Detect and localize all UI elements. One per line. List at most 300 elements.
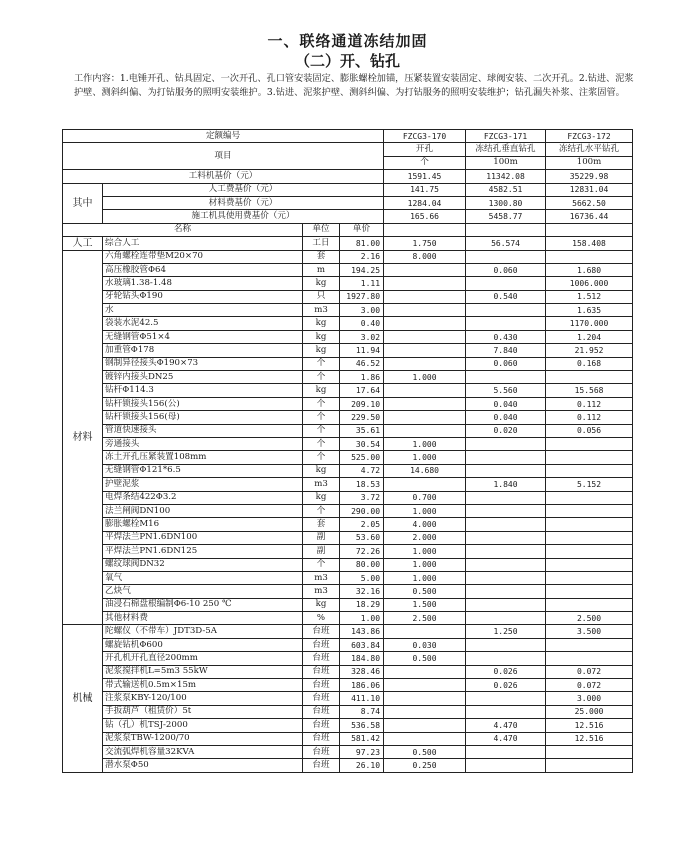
- consumption-value: 2.500: [546, 612, 633, 625]
- resource-unit-price: 3.02: [340, 330, 384, 343]
- resource-unit: 台班: [303, 692, 340, 705]
- consumption-value: 1.512: [546, 290, 633, 303]
- consumption-value: [384, 732, 466, 745]
- material-row: [63, 371, 633, 384]
- resource-name: 注浆泵KBY-120/100: [103, 692, 303, 705]
- resource-name: 油浸石棉盘根编制Φ6-10 250 ℃: [103, 598, 303, 611]
- resource-name: 交流弧焊机容量32KVA: [103, 745, 303, 758]
- among-value: 141.75: [384, 183, 466, 196]
- consumption-value: [466, 612, 546, 625]
- resource-unit-price: 581.42: [340, 732, 384, 745]
- resource-name: 镀锌内接头DN25: [103, 371, 303, 384]
- resource-name: 开孔机开孔直径200mm: [103, 652, 303, 665]
- quota-table: [62, 129, 633, 773]
- consumption-value: 0.026: [466, 679, 546, 692]
- material-row: [63, 612, 633, 625]
- consumption-value: [384, 344, 466, 357]
- resource-name: 钻（孔）机TSJ-2000: [103, 719, 303, 732]
- consumption-value: 2.500: [384, 612, 466, 625]
- among-value: 1284.04: [384, 196, 466, 209]
- resource-unit-price: 53.60: [340, 531, 384, 544]
- machine-category-label: 机械: [63, 625, 103, 772]
- resource-unit-price: 525.00: [340, 451, 384, 464]
- quota-code-label: 定额编号: [63, 130, 384, 143]
- resource-unit: kg: [303, 491, 340, 504]
- resource-name: 螺旋钻机Φ600: [103, 638, 303, 651]
- resource-name: 牙轮钻头Φ190: [103, 290, 303, 303]
- section-subtitle: （二）开、钻孔: [294, 52, 400, 70]
- consumption-value: [384, 692, 466, 705]
- material-row: [63, 317, 633, 330]
- resource-name: 钻杆锁接头156(母): [103, 411, 303, 424]
- resource-unit: 台班: [303, 665, 340, 678]
- consumption-value: 0.540: [466, 290, 546, 303]
- resource-name: 六角螺栓连带垫M20×70: [103, 250, 303, 263]
- resource-unit-price: 290.00: [340, 504, 384, 517]
- resource-unit-price: 328.46: [340, 665, 384, 678]
- material-row: [63, 545, 633, 558]
- material-row: [63, 558, 633, 571]
- consumption-value: [384, 719, 466, 732]
- consumption-value: [546, 371, 633, 384]
- machine-row: [63, 759, 633, 772]
- consumption-value: 14.680: [384, 464, 466, 477]
- resource-name: 水玻璃1.38-1.48: [103, 277, 303, 290]
- work-content-text: 工作内容：1.电锤开孔、钻具固定、一次开孔、孔口管安装固定、膨胀螺栓加锚，压紧装置安装固定、球阀安装、二次开孔。2.钻进、泥浆护壁、测斜纠偏、为打钻服务的照明安装维护。3.钻进、泥浆护壁、测斜纠偏、为打钻服务的照明安装维护；钻孔漏失补浆、注浆固管。: [74, 73, 634, 98]
- resource-name: 综合人工: [103, 237, 303, 250]
- base-price-1: 1591.45: [384, 170, 466, 183]
- consumption-value: [466, 545, 546, 558]
- base-price-row: [63, 170, 633, 183]
- resource-unit-price: 184.80: [340, 652, 384, 665]
- consumption-value: [466, 371, 546, 384]
- base-price-3: 35229.98: [546, 170, 633, 183]
- among-row-label: 人工费基价（元）: [103, 183, 384, 196]
- material-row: [63, 290, 633, 303]
- quota-code-3: FZCG3-172: [546, 130, 633, 143]
- consumption-value: 0.026: [466, 665, 546, 678]
- col-header-unit: 单位: [303, 223, 340, 236]
- resource-unit-price: 1.86: [340, 371, 384, 384]
- machine-row: [63, 679, 633, 692]
- consumption-value: [466, 464, 546, 477]
- material-category-label: 材料: [63, 250, 103, 625]
- item-name-row: [63, 143, 633, 156]
- consumption-value: [466, 745, 546, 758]
- resource-unit: m: [303, 263, 340, 276]
- resource-unit: 套: [303, 250, 340, 263]
- consumption-value: 15.568: [546, 384, 633, 397]
- consumption-value: 1170.000: [546, 317, 633, 330]
- resource-name: 加重管Φ178: [103, 344, 303, 357]
- consumption-value: 158.408: [546, 237, 633, 250]
- consumption-value: 1.250: [466, 625, 546, 638]
- resource-unit: m3: [303, 304, 340, 317]
- resource-unit: 个: [303, 371, 340, 384]
- resource-unit-price: 1.11: [340, 277, 384, 290]
- consumption-value: 0.040: [466, 411, 546, 424]
- consumption-value: 1.000: [384, 558, 466, 571]
- material-row: [63, 531, 633, 544]
- consumption-value: 0.040: [466, 397, 546, 410]
- among-row-label: 材料费基价（元）: [103, 196, 384, 209]
- resource-unit: 台班: [303, 638, 340, 651]
- empty-cell: [466, 223, 546, 236]
- resource-unit: m3: [303, 478, 340, 491]
- consumption-value: [546, 451, 633, 464]
- resource-unit-price: 209.10: [340, 397, 384, 410]
- resource-unit-price: 536.58: [340, 719, 384, 732]
- material-row: [63, 344, 633, 357]
- material-row: [63, 304, 633, 317]
- among-row-material: [63, 196, 633, 209]
- resource-unit: 个: [303, 411, 340, 424]
- resource-unit: kg: [303, 317, 340, 330]
- material-row: [63, 437, 633, 450]
- machine-row: [63, 732, 633, 745]
- resource-unit: 副: [303, 531, 340, 544]
- consumption-value: 1.500: [384, 598, 466, 611]
- consumption-value: 25.000: [546, 705, 633, 718]
- material-row: [63, 518, 633, 531]
- resource-unit: kg: [303, 277, 340, 290]
- resource-unit: 工日: [303, 237, 340, 250]
- consumption-value: 1.000: [384, 545, 466, 558]
- consumption-value: [466, 692, 546, 705]
- item-unit-3: 100m: [546, 156, 633, 169]
- resource-unit-price: 80.00: [340, 558, 384, 571]
- consumption-value: 0.060: [466, 357, 546, 370]
- empty-cell: [384, 223, 466, 236]
- consumption-value: 1.000: [384, 371, 466, 384]
- resource-unit: 个: [303, 424, 340, 437]
- consumption-value: [384, 317, 466, 330]
- consumption-value: [546, 598, 633, 611]
- consumption-value: [384, 263, 466, 276]
- among-row-label: 施工机具使用费基价（元）: [103, 210, 384, 223]
- resource-unit: 个: [303, 397, 340, 410]
- consumption-value: [384, 411, 466, 424]
- consumption-value: [384, 705, 466, 718]
- consumption-value: [546, 571, 633, 584]
- consumption-value: [466, 652, 546, 665]
- among-value: 12831.04: [546, 183, 633, 196]
- resource-unit-price: 26.10: [340, 759, 384, 772]
- resource-unit: kg: [303, 598, 340, 611]
- resource-unit: 台班: [303, 732, 340, 745]
- machine-row: [63, 745, 633, 758]
- col-header-price: 单价: [340, 223, 384, 236]
- resource-unit: 个: [303, 504, 340, 517]
- consumption-value: 3.500: [546, 625, 633, 638]
- consumption-value: 12.516: [546, 732, 633, 745]
- consumption-value: 0.030: [384, 638, 466, 651]
- resource-unit: 台班: [303, 759, 340, 772]
- resource-unit-price: 35.61: [340, 424, 384, 437]
- consumption-value: [466, 317, 546, 330]
- resource-name: 护壁泥浆: [103, 478, 303, 491]
- consumption-value: 1.000: [384, 571, 466, 584]
- material-row: [63, 491, 633, 504]
- resource-name: 钻杆锁接头156(公): [103, 397, 303, 410]
- consumption-value: 1.204: [546, 330, 633, 343]
- consumption-value: 0.500: [384, 745, 466, 758]
- resource-unit-price: 3.72: [340, 491, 384, 504]
- empty-cell: [546, 223, 633, 236]
- resource-name: 旁通接头: [103, 437, 303, 450]
- consumption-value: 1.000: [384, 437, 466, 450]
- consumption-value: [546, 759, 633, 772]
- consumption-value: [466, 638, 546, 651]
- consumption-value: [384, 424, 466, 437]
- resource-unit-price: 1.00: [340, 612, 384, 625]
- resource-unit-price: 97.23: [340, 745, 384, 758]
- consumption-value: [466, 598, 546, 611]
- consumption-value: [384, 357, 466, 370]
- item-unit-2: 100m: [466, 156, 546, 169]
- resource-name: 陀螺仪（不带车）JDT3D-5A: [103, 625, 303, 638]
- consumption-value: [546, 745, 633, 758]
- resource-unit-price: 81.00: [340, 237, 384, 250]
- material-row: [63, 384, 633, 397]
- consumption-value: 21.952: [546, 344, 633, 357]
- consumption-value: 0.500: [384, 652, 466, 665]
- consumption-value: [546, 531, 633, 544]
- resource-name: 管道快速接头: [103, 424, 303, 437]
- resource-unit-price: 229.50: [340, 411, 384, 424]
- consumption-value: [546, 638, 633, 651]
- consumption-value: 2.000: [384, 531, 466, 544]
- consumption-value: [546, 518, 633, 531]
- consumption-value: 7.840: [466, 344, 546, 357]
- material-row: [63, 277, 633, 290]
- resource-unit: %: [303, 612, 340, 625]
- material-row: [63, 478, 633, 491]
- consumption-value: 0.072: [546, 679, 633, 692]
- consumption-value: [384, 290, 466, 303]
- resource-name: 螺纹球阀DN32: [103, 558, 303, 571]
- among-value: 5662.50: [546, 196, 633, 209]
- among-value: 4582.51: [466, 183, 546, 196]
- consumption-value: [384, 679, 466, 692]
- resource-unit-price: 3.00: [340, 304, 384, 317]
- resource-unit: 个: [303, 357, 340, 370]
- resource-unit: m3: [303, 585, 340, 598]
- resource-name: 电焊条结422Φ3.2: [103, 491, 303, 504]
- resource-unit: 副: [303, 545, 340, 558]
- among-row-machine: [63, 210, 633, 223]
- consumption-value: [384, 277, 466, 290]
- material-row: [63, 263, 633, 276]
- consumption-value: [546, 491, 633, 504]
- consumption-value: 5.560: [466, 384, 546, 397]
- material-row: [63, 397, 633, 410]
- consumption-value: 4.470: [466, 732, 546, 745]
- consumption-value: [384, 304, 466, 317]
- consumption-value: 56.574: [466, 237, 546, 250]
- consumption-value: [466, 705, 546, 718]
- resource-name: 潜水泵Φ50: [103, 759, 303, 772]
- machine-row: [63, 625, 633, 638]
- resource-unit-price: 32.16: [340, 585, 384, 598]
- consumption-value: [384, 384, 466, 397]
- resource-unit: m3: [303, 571, 340, 584]
- consumption-value: [466, 491, 546, 504]
- resource-unit: 台班: [303, 705, 340, 718]
- resource-unit-price: 1927.80: [340, 290, 384, 303]
- quota-code-2: FZCG3-171: [466, 130, 546, 143]
- resource-unit-price: 72.26: [340, 545, 384, 558]
- resource-unit: 台班: [303, 719, 340, 732]
- resource-name: 法兰闸阀DN100: [103, 504, 303, 517]
- machine-row: [63, 665, 633, 678]
- consumption-value: [466, 277, 546, 290]
- resource-unit-price: 186.06: [340, 679, 384, 692]
- resource-unit-price: 46.52: [340, 357, 384, 370]
- consumption-value: [546, 652, 633, 665]
- resource-name: 带式输送机0.5m×15m: [103, 679, 303, 692]
- consumption-value: 5.152: [546, 478, 633, 491]
- consumption-value: 1006.000: [546, 277, 633, 290]
- resource-unit: 个: [303, 451, 340, 464]
- consumption-value: 0.056: [546, 424, 633, 437]
- consumption-value: [466, 585, 546, 598]
- resource-name: 泥浆搅拌机L=5m3 55kW: [103, 665, 303, 678]
- material-row: [63, 411, 633, 424]
- material-row: [63, 598, 633, 611]
- among-value: 5458.77: [466, 210, 546, 223]
- consumption-value: 1.000: [384, 504, 466, 517]
- material-row: [63, 357, 633, 370]
- column-header-row: [63, 223, 633, 236]
- machine-row: [63, 692, 633, 705]
- consumption-value: [384, 665, 466, 678]
- consumption-value: [466, 518, 546, 531]
- consumption-value: [546, 545, 633, 558]
- resource-name: 氧气: [103, 571, 303, 584]
- material-row: [63, 464, 633, 477]
- consumption-value: 4.470: [466, 719, 546, 732]
- resource-unit: kg: [303, 384, 340, 397]
- page-title: 一、联络通道冻结加固: [267, 32, 428, 50]
- consumption-value: [466, 558, 546, 571]
- consumption-value: [466, 437, 546, 450]
- item-name-1: 开孔: [384, 143, 466, 156]
- resource-name: 乙炔气: [103, 585, 303, 598]
- material-row: [63, 451, 633, 464]
- resource-unit-price: 11.94: [340, 344, 384, 357]
- base-price-2: 11342.08: [466, 170, 546, 183]
- resource-unit: kg: [303, 344, 340, 357]
- item-name-2: 冻结孔垂直钻孔: [466, 143, 546, 156]
- item-name-3: 冻结孔水平钻孔: [546, 143, 633, 156]
- material-row: [63, 424, 633, 437]
- consumption-value: [384, 397, 466, 410]
- quota-code-row: [63, 130, 633, 143]
- resource-unit-price: 8.74: [340, 705, 384, 718]
- consumption-value: [546, 558, 633, 571]
- consumption-value: 4.000: [384, 518, 466, 531]
- consumption-value: 0.500: [384, 585, 466, 598]
- consumption-value: 3.000: [546, 692, 633, 705]
- resource-unit-price: 0.40: [340, 317, 384, 330]
- consumption-value: [546, 504, 633, 517]
- resource-unit: 台班: [303, 652, 340, 665]
- resource-name: 钢制异径接头Φ190×73: [103, 357, 303, 370]
- consumption-value: 1.000: [384, 451, 466, 464]
- resource-unit: 个: [303, 558, 340, 571]
- resource-name: 平焊法兰PN1.6DN100: [103, 531, 303, 544]
- resource-name: 无缝钢管Φ121*6.5: [103, 464, 303, 477]
- material-row: [63, 571, 633, 584]
- resource-unit: 只: [303, 290, 340, 303]
- consumption-value: [546, 585, 633, 598]
- material-row: [63, 585, 633, 598]
- consumption-value: [384, 625, 466, 638]
- base-price-label: 工料机基价（元）: [63, 170, 384, 183]
- quota-code-1: FZCG3-170: [384, 130, 466, 143]
- consumption-value: 1.635: [546, 304, 633, 317]
- resource-name: 手扳葫芦（租赁价）5t: [103, 705, 303, 718]
- consumption-value: [546, 437, 633, 450]
- consumption-value: [466, 571, 546, 584]
- resource-unit-price: 411.10: [340, 692, 384, 705]
- consumption-value: 0.700: [384, 491, 466, 504]
- resource-unit-price: 2.05: [340, 518, 384, 531]
- consumption-value: 0.430: [466, 330, 546, 343]
- among-value: 165.66: [384, 210, 466, 223]
- resource-unit-price: 18.29: [340, 598, 384, 611]
- col-header-name: 名称: [63, 223, 303, 236]
- resource-unit-price: 4.72: [340, 464, 384, 477]
- consumption-value: [466, 531, 546, 544]
- machine-row: [63, 705, 633, 718]
- consumption-value: [384, 330, 466, 343]
- material-row: [63, 504, 633, 517]
- resource-unit: kg: [303, 464, 340, 477]
- resource-unit: 个: [303, 437, 340, 450]
- resource-unit-price: 30.54: [340, 437, 384, 450]
- machine-row: [63, 638, 633, 651]
- resource-unit-price: 5.00: [340, 571, 384, 584]
- resource-unit: 台班: [303, 625, 340, 638]
- item-unit-1: 个: [384, 156, 466, 169]
- consumption-value: 0.072: [546, 665, 633, 678]
- consumption-value: 1.680: [546, 263, 633, 276]
- consumption-value: 12.516: [546, 719, 633, 732]
- machine-row: [63, 719, 633, 732]
- among-value: 1300.80: [466, 196, 546, 209]
- resource-unit-price: 17.64: [340, 384, 384, 397]
- consumption-value: [466, 304, 546, 317]
- resource-name: 平焊法兰PN1.6DN125: [103, 545, 303, 558]
- consumption-value: [546, 464, 633, 477]
- resource-name: 高压橡胶管Φ64: [103, 263, 303, 276]
- resource-name: 冻土开孔压紧装置108mm: [103, 451, 303, 464]
- among-label: 其中: [63, 183, 103, 223]
- machine-row: [63, 652, 633, 665]
- resource-name: 钻杆Φ114.3: [103, 384, 303, 397]
- consumption-value: 0.250: [384, 759, 466, 772]
- consumption-value: [466, 250, 546, 263]
- consumption-value: [466, 504, 546, 517]
- material-row: [63, 330, 633, 343]
- material-row: [63, 250, 633, 263]
- resource-name: 水: [103, 304, 303, 317]
- consumption-value: 0.112: [546, 411, 633, 424]
- consumption-value: 0.168: [546, 357, 633, 370]
- labor-category-label: 人工: [63, 237, 103, 250]
